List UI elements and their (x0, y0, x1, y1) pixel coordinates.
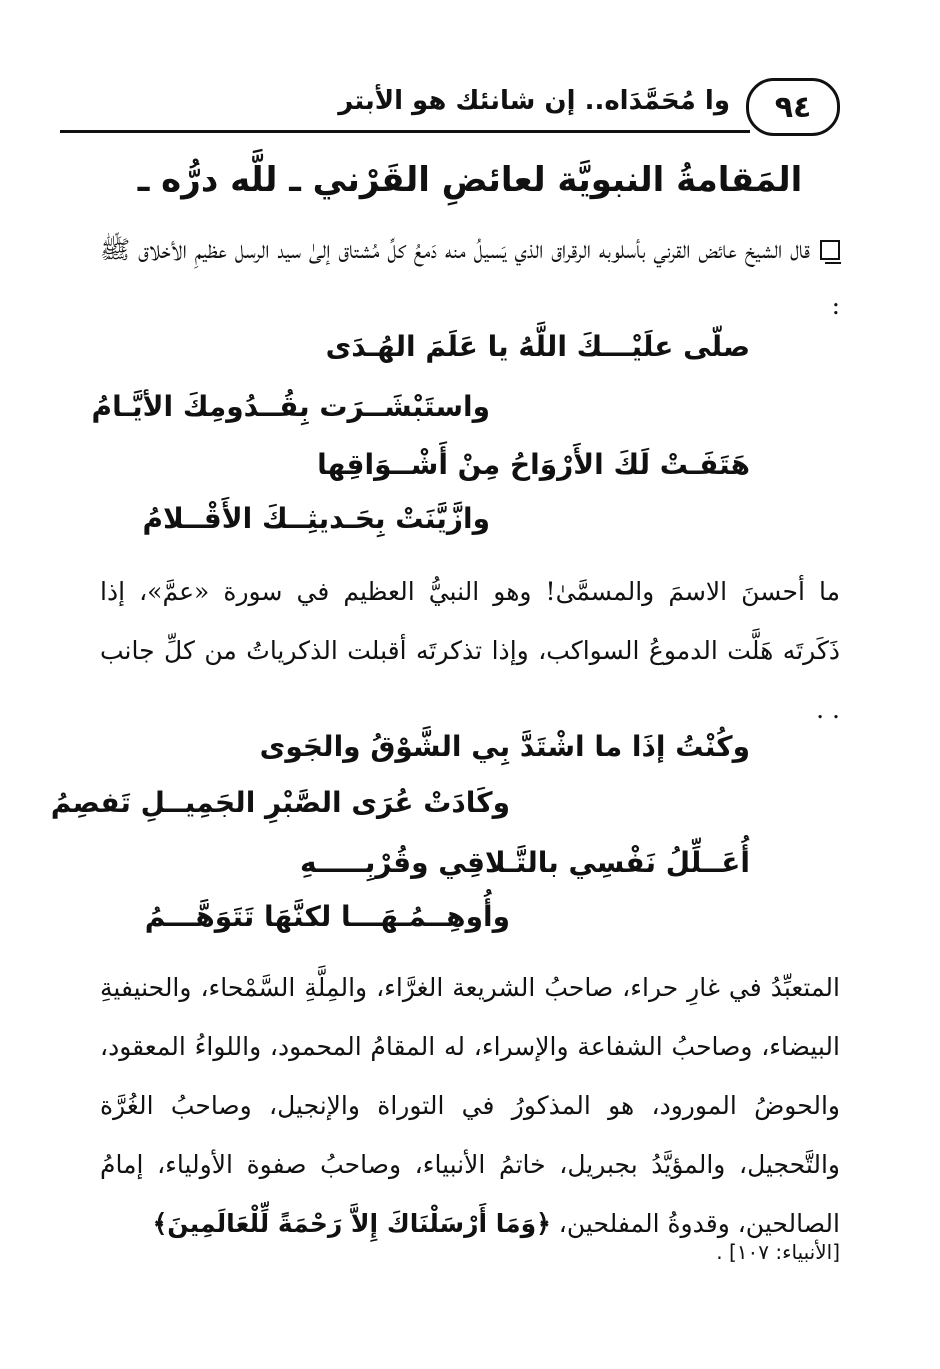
paragraph-2-text: المتعبِّدُ في غارِ حراء، صاحبُ الشريعة الغرَّاء، والمِلَّةِ السَّمْحاء، والحنيفيةِ البيضاء، وصاحبُ الشفاعة والإسراء، له المقامُ المحمود، واللواءُ المعقود، والحوضُ المورود، هو المذكورُ في التوراة والإنجيل، وصاحبُ الغُرَّة والتَّحجيل، والمؤيَّدُ بجبريل، خاتمُ الأنبياء، وصاحبُ صفوة الأولياء، إمامُ الصالحين، وقدوةُ المفلحين، (100, 973, 840, 1238)
page-number: ٩٤ (746, 78, 840, 136)
intro-paragraph (100, 222, 840, 334)
poem2-line-4: وأُوهِــمُـهَـــا لكنَّهَا تَتَوَهَّـــمُ (144, 900, 510, 933)
paragraph-2 (100, 958, 840, 1253)
poem2-line-3: أُعَــلِّلُ نَفْسِي بالتَّـلاقِي وقُرْبِـــــهِ (300, 846, 750, 879)
quran-verse: ﴿وَمَا أَرْسَلْنَاكَ إِلاَّ رَحْمَةً لِّلْعَالَمِينَ﴾ (152, 1209, 551, 1238)
verse-citation: [الأنبياء: ١٠٧] . (716, 1240, 840, 1264)
section-title: المَقامةُ النبويَّة لعائضِ القَرْني ـ للَّه درُّه ـ (137, 160, 803, 200)
bullet-icon (820, 240, 840, 260)
page-header (60, 70, 840, 140)
poem1-line-4: وازَّيَّنَتْ بِحَـديثِــكَ الأَقْــلامُ (142, 502, 490, 535)
paragraph-1: ما أحسنَ الاسمَ والمسمَّىٰ! وهو النبيُّ العظيم في سورة «عمَّ»، إذا ذَكَرتَه هَلَّت الدموعُ السواكب، وإذا تذكرتَه أقبلت الذكرياتُ من كلِّ جانب . . (100, 577, 840, 724)
poem2-line-2: وكَادَتْ عُرَى الصَّبْرِ الجَمِيــلِ تَفصِمُ (50, 786, 510, 819)
intro-text: قال الشيخ عائض القرني بأسلوبه الرقراق الذي يَسيلُ منه دَمعُ كلِّ مُشتاق إلىٰ سيد الرسل عظيمِ الأخلاق ﷺ : (100, 235, 840, 320)
running-title: وا مُحَمَّدَاه.. إن شانئك هو الأبتر (338, 86, 730, 116)
header-rule (60, 130, 750, 133)
poem1-line-1: صلّى علَيْـــكَ اللَّهُ يا عَلَمَ الهُـدَى (325, 330, 750, 363)
poem1-line-3: هَتَفَـتْ لَكَ الأَرْوَاحُ مِنْ أَشْــوَاقِها (317, 448, 750, 481)
poem1-line-2: واستَبْشَــرَت بِقُــدُومِكَ الأيَّـامُ (91, 390, 490, 423)
poem2-line-1: وكُنْتُ إذَا ما اشْتَدَّ بِي الشَّوْقُ والجَوى (259, 730, 750, 763)
